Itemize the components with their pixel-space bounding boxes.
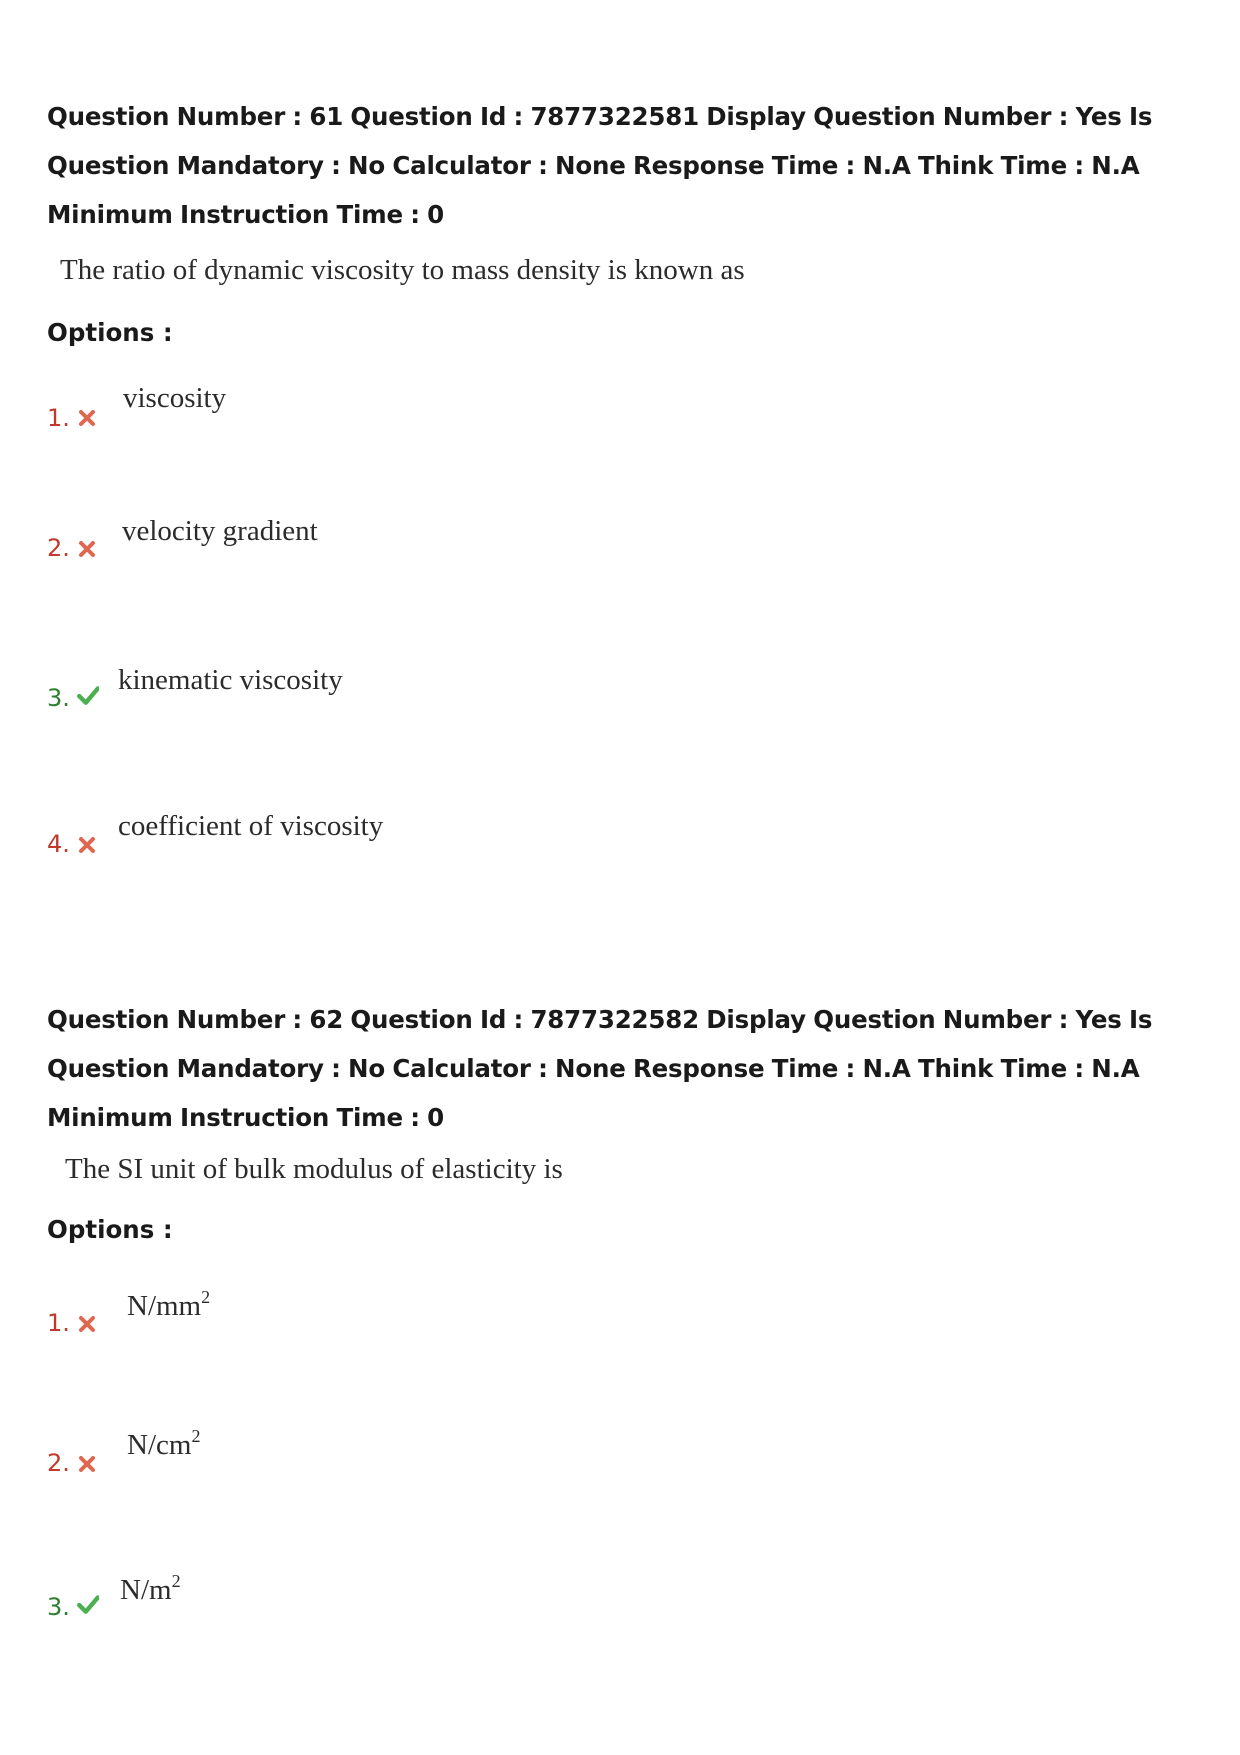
exponent: 2: [201, 1287, 211, 1307]
check-icon: [77, 1593, 99, 1615]
option-text: viscosity: [123, 382, 227, 414]
option-text: coefficient of viscosity: [118, 810, 384, 842]
option-number: 1.: [47, 404, 70, 432]
exponent: 2: [191, 1426, 201, 1446]
option-text: kinematic viscosity: [118, 664, 343, 696]
option-number: 3.: [47, 684, 70, 712]
cross-icon: [77, 539, 97, 559]
option-2: [47, 515, 947, 575]
option-text: $N/mm^2$: [127, 1287, 211, 1322]
option-3: [47, 1571, 947, 1634]
cross-icon: [77, 835, 97, 855]
option-number: 4.: [47, 830, 70, 858]
question-61: [47, 92, 1207, 912]
check-icon: [77, 684, 99, 706]
cross-icon: [77, 1314, 97, 1334]
option-1: [47, 1287, 947, 1350]
option-number: 2.: [47, 534, 70, 562]
exponent: 2: [171, 1571, 181, 1591]
question-62: [47, 995, 1207, 1695]
option-number: 1.: [47, 1309, 70, 1337]
option-2: [47, 1426, 947, 1489]
question-meta: Question Number : 62 Question Id : 7877322582 Display Question Number : Yes Is Question Mandatory : No Calculator : None Response Time : N.A Think Time : N.A Minimum Instruction Time : 0: [47, 1005, 1153, 1132]
option-3: [47, 664, 947, 724]
option-text: $N/m^2$: [120, 1571, 181, 1606]
question-text: The SI unit of bulk modulus of elasticity is: [65, 1153, 563, 1185]
options-label: Options :: [47, 318, 173, 347]
option-number: 2.: [47, 1449, 70, 1477]
option-number: 3.: [47, 1593, 70, 1621]
options-label: Options :: [47, 1215, 173, 1244]
option-text: $N/cm^2$: [127, 1426, 201, 1461]
option-text: velocity gradient: [122, 515, 318, 547]
option-4: [47, 810, 947, 870]
cross-icon: [77, 408, 97, 428]
cross-icon: [77, 1454, 97, 1474]
option-1: [47, 382, 947, 442]
question-meta: Question Number : 61 Question Id : 7877322581 Display Question Number : Yes Is Question Mandatory : No Calculator : None Response Time : N.A Think Time : N.A Minimum Instruction Time : 0: [47, 102, 1153, 229]
question-text: The ratio of dynamic viscosity to mass density is known as: [60, 254, 745, 286]
